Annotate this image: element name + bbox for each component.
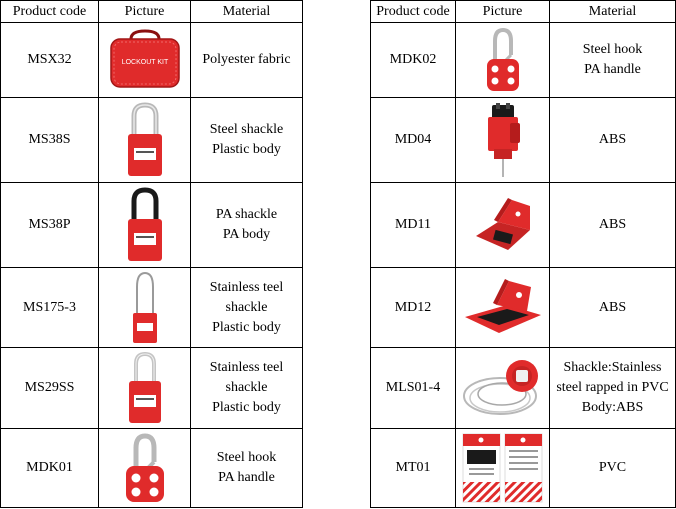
table-row (1, 98, 303, 183)
table-row (371, 23, 676, 98)
table-row (1, 268, 303, 348)
product-material (191, 268, 303, 348)
material-line: Plastic body (212, 142, 281, 157)
product-material (191, 23, 303, 98)
wide-switch-lockout-icon (461, 275, 545, 341)
product-picture (99, 98, 191, 183)
header-row (1, 1, 303, 23)
material-line: Shackle:Stainless (563, 360, 662, 375)
product-material (550, 98, 676, 183)
material-line: shackle (225, 380, 268, 395)
table-row (1, 23, 303, 98)
table-row (1, 429, 303, 508)
breaker-lockout-icon (480, 101, 526, 179)
right-product-table (370, 0, 676, 508)
table-row (371, 268, 676, 348)
material-line: PA handle (218, 470, 275, 485)
product-material (550, 23, 676, 98)
header-material: Material (191, 1, 303, 23)
table-row (371, 183, 676, 268)
product-material (550, 268, 676, 348)
steel-shackle-padlock-icon (125, 102, 165, 178)
product-picture (99, 23, 191, 98)
header-picture: Picture (99, 1, 191, 23)
kit-label: LOCKOUT KIT (121, 59, 168, 66)
table-row (371, 348, 676, 429)
product-code: MD11 (371, 183, 456, 268)
product-material (550, 429, 676, 508)
product-picture (99, 429, 191, 508)
cable-lockout-icon (460, 354, 546, 422)
material-line: Steel hook (582, 42, 643, 57)
product-picture (456, 268, 550, 348)
lockout-hasp-icon (122, 432, 168, 504)
product-picture (456, 348, 550, 429)
material-line: PA handle (584, 62, 641, 77)
product-picture (99, 183, 191, 268)
material-line: Stainless teel (209, 360, 284, 375)
product-material (191, 348, 303, 429)
product-material (550, 183, 676, 268)
danger-tag-icon (461, 432, 545, 504)
lockout-kit-bag-icon (107, 29, 183, 91)
product-material (191, 183, 303, 268)
product-picture (456, 23, 550, 98)
product-material (191, 429, 303, 508)
table-row (1, 348, 303, 429)
product-picture (456, 98, 550, 183)
material-line: ABS (598, 299, 627, 315)
material-line: steel rapped in PVC (556, 380, 669, 395)
product-code: MDK01 (1, 429, 99, 508)
product-material (191, 98, 303, 183)
material-line: PA shackle (215, 207, 278, 222)
pa-shackle-padlock-icon (125, 187, 165, 263)
product-code: MT01 (371, 429, 456, 508)
material-line: Steel hook (216, 450, 277, 465)
product-picture (456, 429, 550, 508)
material-line: shackle (225, 299, 268, 315)
product-picture (456, 183, 550, 268)
table-row (371, 429, 676, 508)
material-line: ABS (598, 217, 627, 232)
product-code: MDK02 (371, 23, 456, 98)
material-line: PA body (222, 227, 271, 242)
product-code: MSX32 (1, 23, 99, 98)
product-code: MD04 (371, 98, 456, 183)
material-line: Steel shackle (209, 122, 284, 137)
header-row (371, 1, 676, 23)
stainless-shackle-padlock-icon (125, 351, 165, 425)
product-picture (99, 348, 191, 429)
material-line: Plastic body (212, 400, 281, 415)
product-code: MLS01-4 (371, 348, 456, 429)
header-product-code: Product code (1, 1, 99, 23)
header-material: Material (550, 1, 676, 23)
product-code: MD12 (371, 268, 456, 348)
cable-shackle-padlock-icon (125, 271, 165, 345)
switch-lockout-icon (468, 192, 538, 258)
material-line: ABS (598, 132, 627, 147)
product-picture (99, 268, 191, 348)
left-product-table (0, 0, 303, 508)
product-code: MS38S (1, 98, 99, 183)
material-line: Stainless teel (209, 279, 284, 295)
material-line: Plastic body (212, 319, 281, 335)
product-code: MS175-3 (1, 268, 99, 348)
small-lockout-hasp-icon (483, 27, 523, 93)
table-row (1, 183, 303, 268)
product-code: MS29SS (1, 348, 99, 429)
material-line: Polyester fabric (202, 52, 291, 67)
material-line: Body:ABS (581, 400, 644, 415)
material-line: PVC (598, 460, 627, 475)
product-code: MS38P (1, 183, 99, 268)
header-picture: Picture (456, 1, 550, 23)
product-material (550, 348, 676, 429)
table-row (371, 98, 676, 183)
header-product-code: Product code (371, 1, 456, 23)
